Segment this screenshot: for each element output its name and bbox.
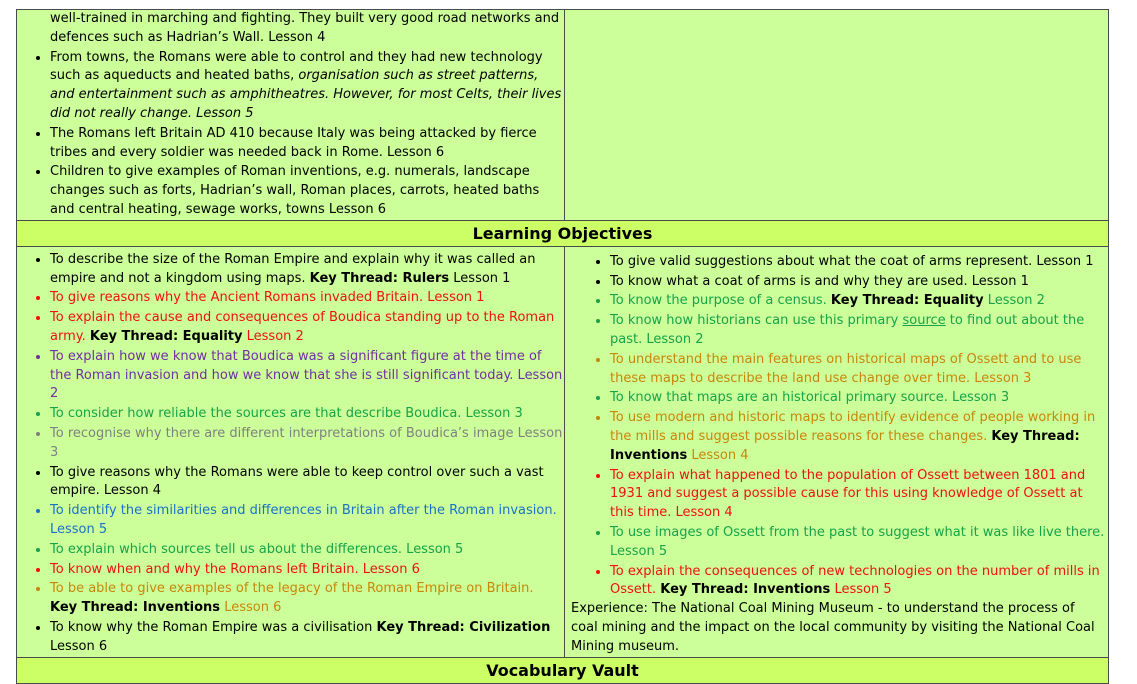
list-item	[50, 347, 564, 404]
objective-text: To give valid suggestions about what the coat of arms represent. Lesson 1	[610, 253, 1094, 269]
roman-objectives-list	[17, 247, 564, 657]
ossett-objectives-cell	[565, 246, 1109, 657]
planning-table	[16, 9, 1109, 684]
key-thread-label: Key Thread: Civilization	[376, 619, 551, 635]
list-item	[610, 408, 1108, 465]
list-item	[50, 579, 564, 618]
objective-text: To know how historians can use this primary	[610, 313, 903, 329]
objective-text: Lesson 1	[449, 270, 511, 286]
list-item	[610, 350, 1108, 389]
objective-text: To know the purpose of a census.	[610, 293, 831, 309]
objective-text: To give reasons why the Romans were able to keep control over such a vast empire. Lesson 4	[50, 464, 544, 499]
objective-text: Lesson 6	[50, 638, 108, 654]
objective-text: To know why the Roman Empire was a civilisation	[50, 619, 377, 635]
list-item	[50, 124, 564, 163]
list-item	[610, 252, 1108, 272]
key-thread-label: Key Thread: Inventions	[660, 582, 831, 598]
list-item	[50, 501, 564, 540]
objectives-row	[17, 246, 1109, 657]
empty-cell	[565, 10, 1109, 221]
key-thread-label: Key Thread: Equality	[89, 328, 243, 344]
experience-text: Experience: The National Coal Mining Museum - to understand the process of coal mining and the impact on the local community by visiting the National Coal Mining museum.	[571, 601, 1095, 654]
objective-text: To recognise why there are different interpretations of Boudica’s image Lesson 3	[50, 425, 563, 460]
list-item	[50, 10, 564, 48]
objective-text: To explain the cause and consequences of Boudica standing up to the Roman army.	[50, 310, 555, 344]
objective-text: Lesson 2	[242, 328, 304, 344]
history-row	[17, 10, 1109, 221]
objective-text: To know what a coat of arms is and why they are used. Lesson 1	[610, 273, 1029, 289]
objective-text: The Romans left Britain AD 410 because Italy was being attacked by fierce tribes and every soldier was needed back in Rome. Lesson 6	[50, 125, 537, 160]
objective-text: Children to give examples of Roman inventions, e.g. numerals, landscape changes such as forts, Hadrian’s wall, Roman places, carrots, heated baths and central heating, sewage works, towns Lesson 6	[50, 164, 540, 217]
objective-text: To describe the size of the Roman Empire and explain why it was called an empire and not a kingdom using maps.	[50, 251, 536, 286]
list-item	[50, 308, 564, 347]
objective-text: To use modern and historic maps to identify evidence of people working in the mills and suggest possible reasons for these changes.	[610, 410, 1096, 444]
key-thread-label: Key Thread: Inventions	[50, 600, 221, 616]
objective-text: To explain what happened to the population of Ossett between 1801 and 1931 and suggest a possible cause for this using knowledge of Ossett at this time. Lesson 4	[610, 467, 1086, 521]
objective-text: source	[902, 313, 946, 329]
list-item	[610, 388, 1108, 408]
list-item	[50, 288, 564, 308]
objective-text: To be able to give examples of the legacy of the Roman Empire on Britain.	[50, 581, 534, 597]
objective-text: From towns, the Romans were able to control and they had new technology such as aqueducts and heated baths,	[50, 49, 543, 84]
objective-text: Lesson 4	[687, 447, 749, 463]
roman-objectives-cell	[17, 246, 565, 657]
key-thread-label: Key Thread: Inventions	[610, 428, 1080, 463]
objective-text: To explain how we know that Boudica was a significant figure at the time of the Roman invasion and how we know that she is still significant today. Lesson 2	[50, 348, 563, 402]
key-thread-label: Key Thread: Equality	[830, 293, 984, 309]
list-item	[50, 250, 564, 289]
vocabulary-vault-heading: Vocabulary Vault	[17, 657, 1109, 683]
objective-text: To give reasons why the Ancient Romans invaded Britain. Lesson 1	[50, 290, 485, 306]
objective-text: To consider how reliable the sources are that describe Boudica. Lesson 3	[50, 406, 523, 422]
list-item	[50, 560, 564, 580]
objective-text: To explain the consequences of new technologies on the number of mills in Ossett.	[610, 563, 1100, 598]
objective-text: well-trained in marching and fighting. They built very good road networks and defences such as Hadrian’s Wall. Lesson 4	[50, 11, 560, 45]
history-knowledge-cell	[17, 10, 565, 221]
list-item	[610, 466, 1108, 523]
list-item	[610, 311, 1108, 350]
history-knowledge-list	[17, 10, 564, 220]
list-item	[50, 48, 564, 124]
list-item	[50, 404, 564, 424]
list-item	[50, 463, 564, 502]
list-item	[610, 523, 1108, 562]
key-thread-label: Key Thread: Rulers	[309, 270, 450, 286]
objective-text: Lesson 2	[983, 293, 1045, 309]
objective-text: Lesson 5	[830, 582, 892, 598]
objective-text: To explain which sources tell us about the differences. Lesson 5	[50, 541, 464, 557]
list-item	[50, 618, 564, 657]
objective-text: To know when and why the Romans left Britain. Lesson 6	[50, 561, 420, 577]
learning-objectives-header-row	[17, 220, 1109, 246]
list-item	[50, 162, 564, 219]
objective-text: organisation such as street patterns, and entertainment such as amphitheatres. However, for most Celts, their lives did not really change. Lesson 5	[50, 68, 562, 121]
learning-objectives-heading: Learning Objectives	[17, 220, 1109, 246]
objective-text: To use images of Ossett from the past to suggest what it was like live there. Lesson 5	[610, 524, 1105, 559]
ossett-objectives-list	[565, 247, 1108, 600]
objective-text: To understand the main features on historical maps of Ossett and to use these maps to describe the land use change over time. Lesson 3	[610, 351, 1082, 386]
list-item	[50, 540, 564, 560]
list-item	[610, 272, 1108, 292]
objective-text: To identify the similarities and differences in Britain after the Roman invasion. Lesson 5	[50, 503, 557, 537]
objective-text: To know that maps are an historical primary source. Lesson 3	[610, 390, 1010, 406]
list-item	[610, 562, 1108, 601]
list-item	[50, 424, 564, 463]
list-item	[610, 291, 1108, 311]
objective-text: Lesson 6	[220, 600, 282, 616]
vocabulary-vault-header-row	[17, 657, 1109, 683]
objective-text: to find out about the past. Lesson 2	[610, 313, 1085, 347]
